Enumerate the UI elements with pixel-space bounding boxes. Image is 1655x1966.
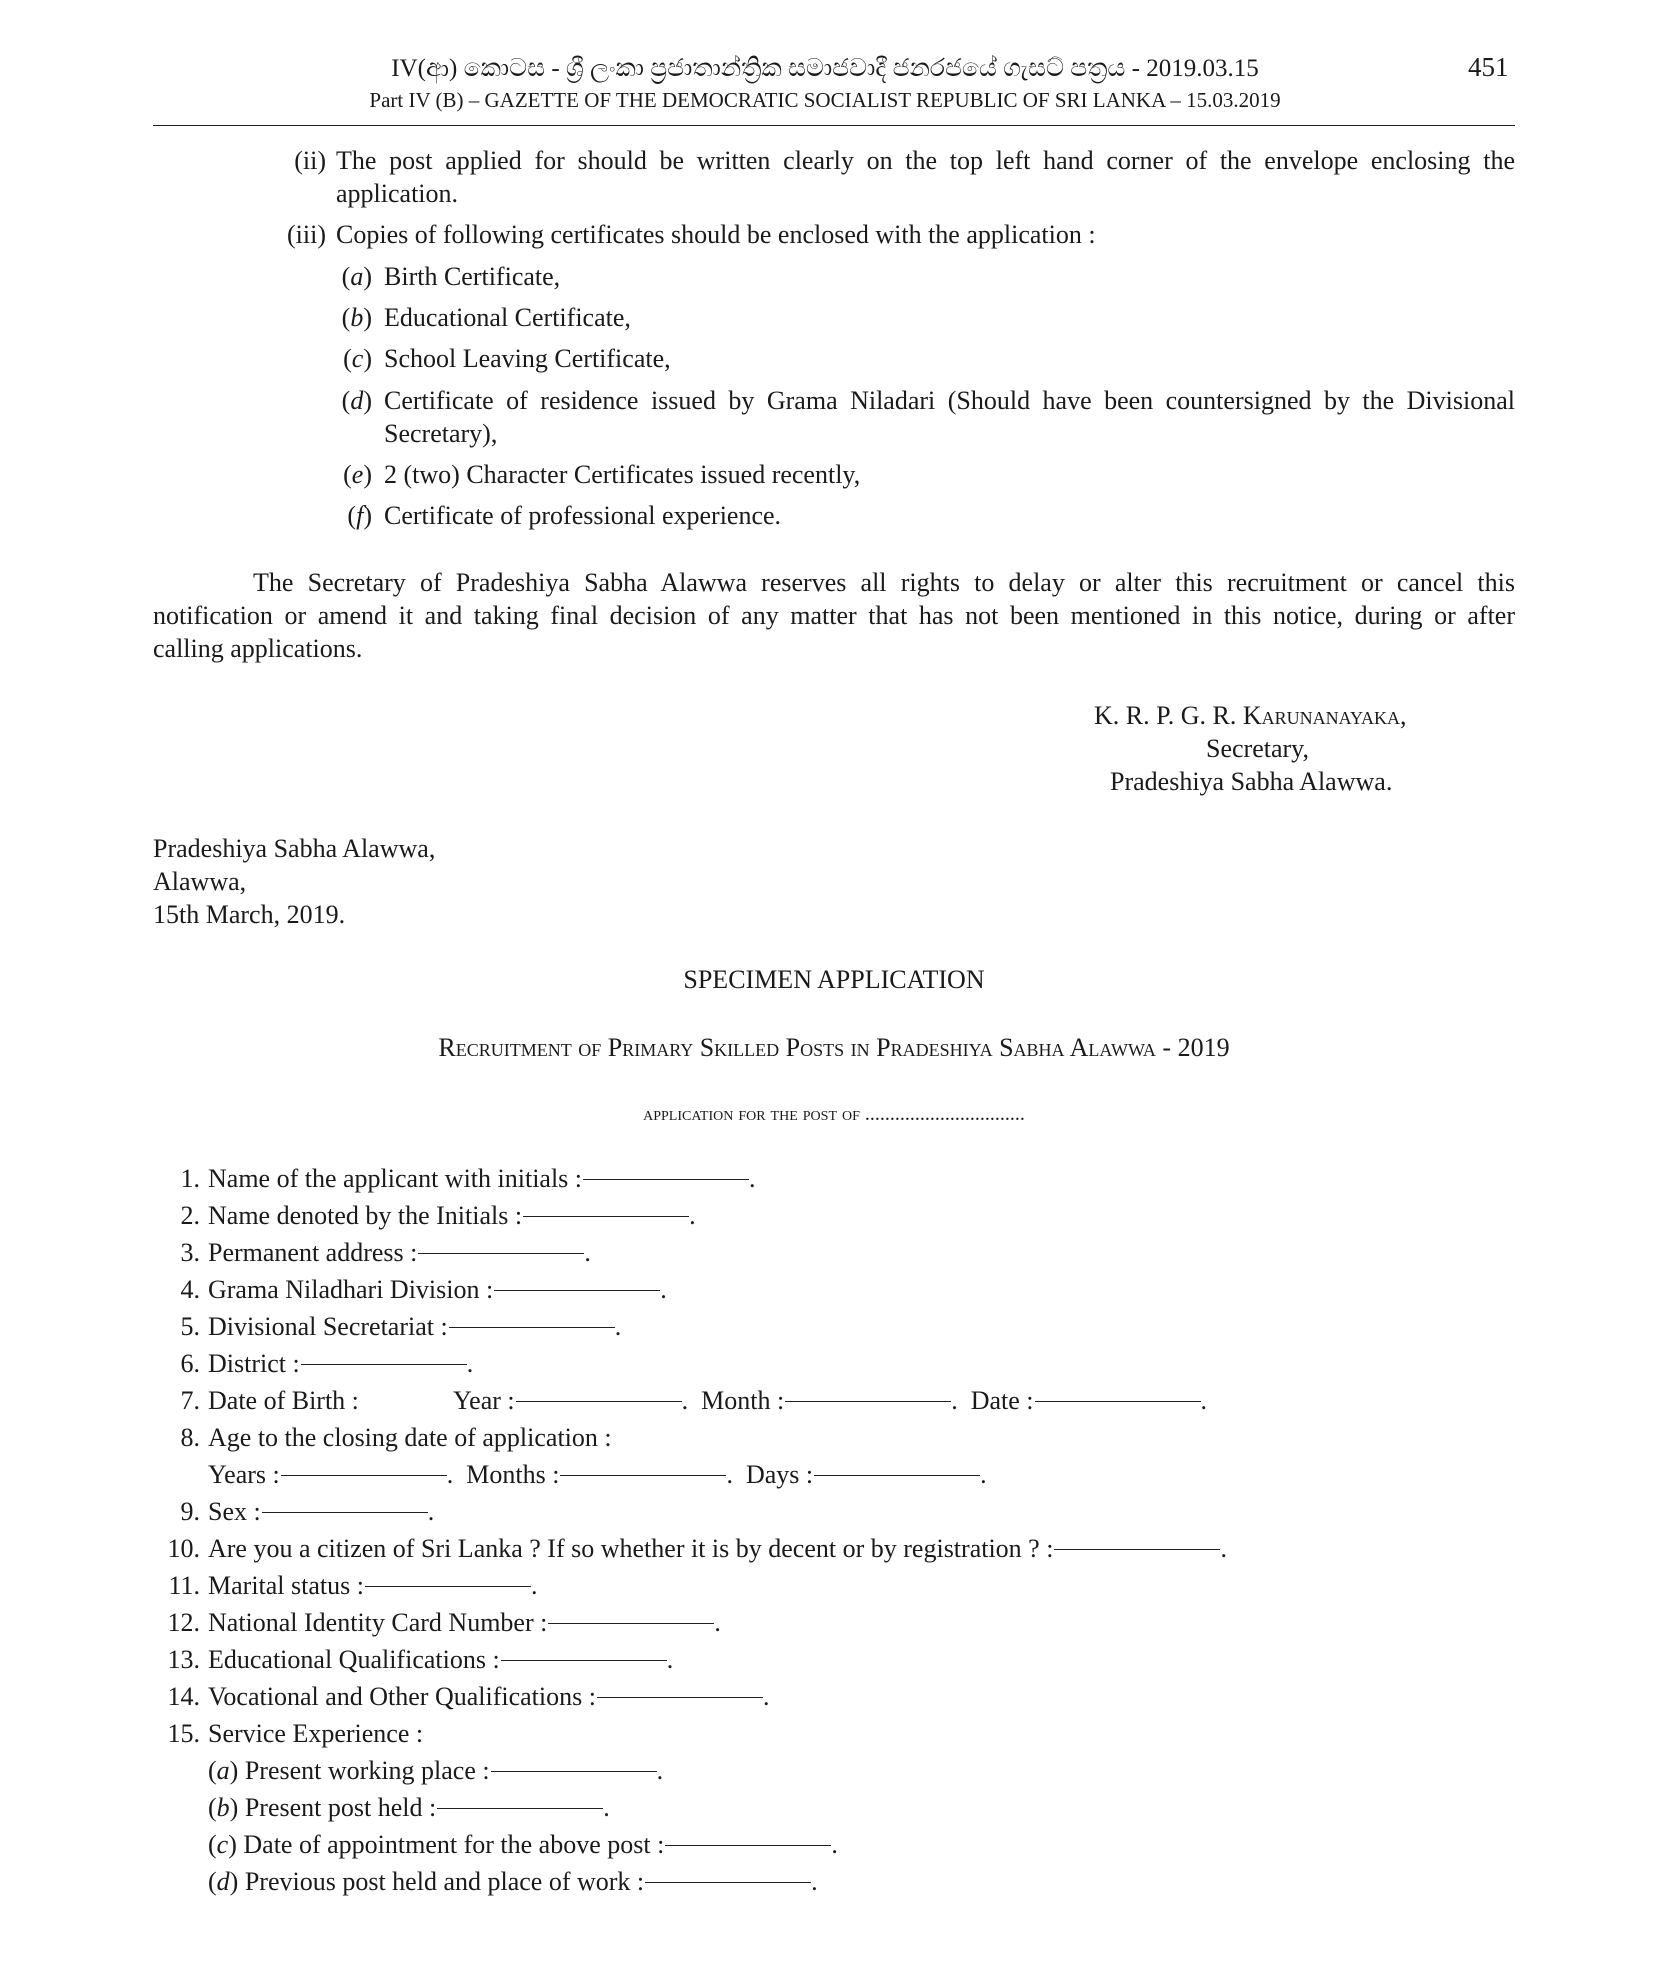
specimen-subheading: Recruitment of Primary Skilled Posts in Pradeshiya Sabha Alawwa - 2019 — [438, 1033, 1230, 1062]
form-item-applicant-name: Name of the applicant with initials : . — [208, 1164, 756, 1193]
form-item-number: 15. — [167, 1719, 200, 1748]
condition-ii-label: (ii) — [294, 146, 326, 175]
form-item-number: 2. — [180, 1201, 200, 1230]
certificate-d-line2: Secretary), — [384, 419, 498, 448]
gazette-header-sinhala: IV(ආ) කොටස - ශ්‍රී ලංකා ප්‍රජාතාන්ත්‍රික සමාජවාදී ජනරජයේ ගැසට් පත්‍රය - 2019.03.15 — [391, 55, 1259, 82]
notice-line1: The Secretary of Pradeshiya Sabha Alawwa reserves all rights to delay or alter this recruitment or cancel this — [253, 568, 1515, 597]
certificate-d-line1: Certificate of residence issued by Grama Niladari (Should have been countersigned by the Divisional — [384, 386, 1515, 415]
form-item-number: 13. — [167, 1645, 200, 1674]
form-subitem-present-working-place: (a) Present working place : . — [208, 1756, 664, 1785]
blank-field[interactable] — [501, 1659, 667, 1661]
condition-ii-line1: The post applied for should be written clearly on the top left hand corner of the envelope enclosing the — [336, 146, 1515, 175]
form-item-grama-niladhari: Grama Niladhari Division : . — [208, 1275, 667, 1304]
blank-field[interactable] — [523, 1215, 689, 1217]
blank-field[interactable] — [301, 1363, 467, 1365]
form-item-number: 1. — [180, 1164, 200, 1193]
blank-field[interactable] — [814, 1474, 980, 1476]
form-item-marital-status: Marital status : . — [208, 1571, 538, 1600]
blank-field[interactable] — [583, 1178, 749, 1180]
page-number: 451 — [1468, 52, 1509, 82]
notice-line2: notification or amend it and taking final decision of any matter that has not been mentioned in this notice, during or after — [153, 601, 1515, 630]
signatory-name: K. R. P. G. R. Karunanayaka, — [1094, 701, 1407, 730]
certificate-e-label: (e) — [343, 460, 372, 489]
specimen-heading: SPECIMEN APPLICATION — [683, 965, 985, 994]
form-item-permanent-address: Permanent address : . — [208, 1238, 591, 1267]
certificate-a-text: Birth Certificate, — [384, 262, 561, 291]
gazette-header-english: Part IV (B) – GAZETTE OF THE DEMOCRATIC SOCIALIST REPUBLIC OF SRI LANKA – 15.03.2019 — [369, 88, 1281, 112]
blank-field[interactable] — [785, 1400, 951, 1402]
form-item-citizenship: Are you a citizen of Sri Lanka ? If so whether it is by decent or by registration ? : . — [208, 1534, 1227, 1563]
blank-field[interactable] — [665, 1844, 831, 1846]
certificate-d-label: (d) — [341, 386, 372, 415]
certificate-e-text: 2 (two) Character Certificates issued recently, — [384, 460, 861, 489]
form-item-number: 5. — [180, 1312, 200, 1341]
form-item-number: 6. — [180, 1349, 200, 1378]
blank-field[interactable] — [560, 1474, 726, 1476]
certificate-b-text: Educational Certificate, — [384, 303, 631, 332]
form-item-number: 8. — [180, 1423, 200, 1452]
blank-field[interactable] — [281, 1474, 447, 1476]
form-item-number: 11. — [168, 1571, 200, 1600]
form-subitem-previous-post: (d) Previous post held and place of work : . — [208, 1867, 818, 1896]
blank-field[interactable] — [1035, 1400, 1201, 1402]
certificate-f-text: Certificate of professional experience. — [384, 501, 782, 530]
form-item-district: District : . — [208, 1349, 474, 1378]
signatory-office: Pradeshiya Sabha Alawwa. — [1110, 767, 1393, 796]
form-item-number: 14. — [167, 1682, 200, 1711]
form-item-name-denoted: Name denoted by the Initials : . — [208, 1201, 696, 1230]
address-line2: Alawwa, — [153, 867, 247, 896]
form-item-number: 7. — [180, 1386, 200, 1415]
certificate-f-label: (f) — [347, 501, 372, 530]
form-item-number: 12. — [167, 1608, 200, 1637]
blank-field[interactable] — [494, 1289, 660, 1291]
form-item-age-fields: Years : . Months : . Days : . — [208, 1460, 987, 1489]
blank-field[interactable] — [262, 1511, 428, 1513]
blank-field[interactable] — [365, 1585, 531, 1587]
blank-field[interactable] — [516, 1400, 682, 1402]
blank-field[interactable] — [645, 1881, 811, 1883]
form-item-dob-fields: Year : . Month : . Date : . — [453, 1386, 1208, 1415]
form-item-nic-number: National Identity Card Number : . — [208, 1608, 721, 1637]
form-item-sex: Sex : . — [208, 1497, 435, 1526]
certificate-a-label: (a) — [341, 262, 372, 291]
blank-field[interactable] — [491, 1770, 657, 1772]
certificate-c-text: School Leaving Certificate, — [384, 344, 671, 373]
certificate-c-label: (c) — [343, 344, 372, 373]
certificate-b-label: (b) — [341, 303, 372, 332]
form-item-age: Age to the closing date of application : — [208, 1423, 612, 1452]
condition-iii-text: Copies of following certificates should be enclosed with the application : — [336, 220, 1096, 249]
blank-field[interactable] — [548, 1622, 714, 1624]
form-item-divisional-secretariat: Divisional Secretariat : . — [208, 1312, 622, 1341]
blank-field[interactable] — [418, 1252, 584, 1254]
form-subitem-present-post: (b) Present post held : . — [208, 1793, 610, 1822]
blank-field[interactable] — [437, 1807, 603, 1809]
signatory-title: Secretary, — [1206, 734, 1309, 763]
address-line1: Pradeshiya Sabha Alawwa, — [153, 834, 436, 863]
notice-line3: calling applications. — [153, 634, 363, 663]
condition-ii-line2: application. — [336, 179, 459, 208]
form-item-vocational-qualifications: Vocational and Other Qualifications : . — [208, 1682, 770, 1711]
condition-iii-label: (iii) — [287, 220, 326, 249]
form-item-number: 3. — [180, 1238, 200, 1267]
blank-field[interactable] — [449, 1326, 615, 1328]
form-item-educational-qualifications: Educational Qualifications : . — [208, 1645, 674, 1674]
blank-field[interactable] — [1054, 1548, 1220, 1550]
blank-field[interactable] — [597, 1696, 763, 1698]
form-item-number: 9. — [180, 1497, 200, 1526]
address-date: 15th March, 2019. — [153, 900, 346, 929]
form-item-service-experience: Service Experience : — [208, 1719, 424, 1748]
form-item-number: 10. — [167, 1534, 200, 1563]
form-subitem-appointment-date: (c) Date of appointment for the above post : . — [208, 1830, 838, 1859]
header-rule — [153, 125, 1515, 126]
form-item-number: 4. — [180, 1275, 200, 1304]
form-item-date-of-birth: Date of Birth : — [208, 1386, 359, 1415]
application-post-line: application for the post of ................................ — [643, 1103, 1025, 1125]
